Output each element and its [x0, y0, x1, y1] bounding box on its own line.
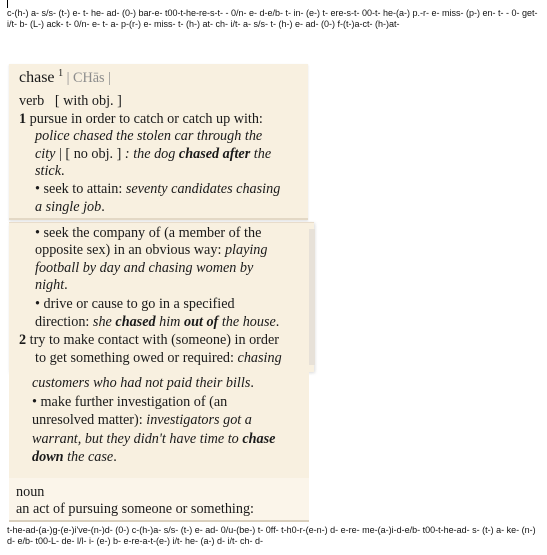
sense-text: pursue in order to catch or catch up with:: [26, 111, 263, 127]
example-line: [32, 375, 254, 392]
example-phrase: down: [32, 449, 64, 465]
example-phrase: chase: [242, 431, 276, 447]
example-text: playing: [224, 242, 268, 258]
punctuation: .: [61, 163, 65, 179]
grammar-note: | [ no obj. ]: [55, 146, 125, 162]
sense-line: [35, 350, 282, 367]
example-text: police chased the stolen car through the: [35, 128, 263, 144]
subsense-text: direction:: [35, 314, 93, 330]
grammar-note: [ with obj. ]: [54, 93, 122, 109]
sense-number: 1: [19, 111, 27, 127]
subsense-text: unresolved matter):: [32, 412, 147, 428]
example-text: stick: [35, 163, 61, 179]
example-text: the case: [63, 449, 114, 465]
example-phrase: chased: [115, 314, 156, 330]
example-text: city: [35, 146, 56, 162]
sense-number: 2: [19, 332, 27, 348]
headword-line: [19, 69, 111, 88]
pronunciation: | CHās |: [63, 70, 111, 86]
example-phrase: chased after: [178, 146, 251, 162]
subsense-text: • drive or cause to go in a specified: [35, 296, 235, 312]
example-line: [35, 199, 105, 216]
example-text: warrant, but they didn't have time to: [32, 431, 243, 447]
subsense-line: [35, 242, 268, 259]
noun-pos: noun: [16, 484, 45, 500]
example-line: [32, 431, 275, 448]
example-text: the: [250, 146, 272, 162]
example-text: : the dog: [124, 146, 179, 162]
punctuation: .: [64, 277, 68, 293]
sense-2-definition: [19, 332, 279, 349]
example-line: [35, 163, 65, 180]
sense-text: to get something owed or required:: [35, 350, 238, 366]
example-text: him: [155, 314, 184, 330]
subsense-line: [35, 314, 279, 331]
subsense-definition: [35, 181, 280, 198]
example-text: the house: [218, 314, 276, 330]
panel-bottom-rule: [9, 520, 309, 522]
example-text: football by day and chasing women by: [35, 260, 254, 276]
homograph-number: 1: [58, 68, 64, 79]
part-of-speech-line: [19, 93, 122, 110]
definition-panel-4: [9, 478, 309, 520]
example-text: a single job: [35, 199, 102, 215]
definition-panel-2: [9, 222, 314, 372]
part-of-speech: verb: [19, 93, 45, 109]
noun-definition: an act of pursuing someone or something:: [16, 501, 254, 517]
subsense-text: opposite sex) in an obvious way:: [35, 242, 225, 258]
subsense-line: [32, 412, 252, 429]
example-phrase: out of: [183, 314, 219, 330]
subsense-text: • seek to attain:: [35, 181, 126, 197]
punctuation: .: [275, 314, 280, 330]
definition-panel-3: [9, 371, 309, 478]
example-text: customers who had not paid their bills: [32, 375, 251, 391]
subsense-text: • seek the company of (a member of the: [35, 225, 262, 241]
definition-panel-1: [9, 64, 308, 220]
sense-1-definition: [19, 111, 263, 128]
example-line: [32, 449, 117, 466]
example-line: [35, 277, 68, 294]
headword: chase: [19, 69, 55, 86]
punctuation: .: [113, 449, 117, 465]
phonetic-text-top: c-(h-) a- s/s- (t-) e- t- he- ad- (0-) bar-e- t00-t-he-re-s-t- - 0/n- e- d-e/b- t- in- (e-) t- ere-s-t- 00-t- he-(a-) p.-r- e- miss- (p-) en- t- - 0- get- i/t- b- (L-) ack- t- 0/n- e- t- a- p-(r-) e- miss- t- (h-) at- ch- i/t- a- s/s- t- (h-) e- ad- (0-) f-(t-)a-ct- (h-)at-: [7, 8, 538, 29]
phonetic-text-bottom: t-he-ad-(a-)g-(e-)i've-(n-)d- (0-) c-(h-)a- s/s- (t-) e- ad- 0/u-(be-) t- 0ff- t-h0-r-(e-n-) d- e-re- me-(a-)i-d-e/b- t00-t-he-ad- s- (t-) a- ke- (n-) d- e/b- t00-L- de- l/l- i- (e-) b- e-re-a-t-(e-) i/t- he- (a-) d- i/t- ch- d-: [7, 525, 536, 546]
example-text: investigators got a: [146, 412, 252, 428]
text-cursor: [7, 0, 8, 8]
example-text: chasing: [237, 350, 282, 366]
example-text: night: [35, 277, 65, 293]
example-text: seventy candidates chasing: [125, 181, 281, 197]
subsense-text: • make further investigation of (an: [32, 394, 228, 410]
punctuation: .: [250, 375, 254, 391]
example-text: she: [92, 314, 116, 330]
panel-edge-shadow: [309, 229, 315, 365]
sense-text: try to make contact with (someone) in order: [26, 332, 280, 348]
example-line: [35, 146, 271, 163]
punctuation: .: [101, 199, 105, 215]
